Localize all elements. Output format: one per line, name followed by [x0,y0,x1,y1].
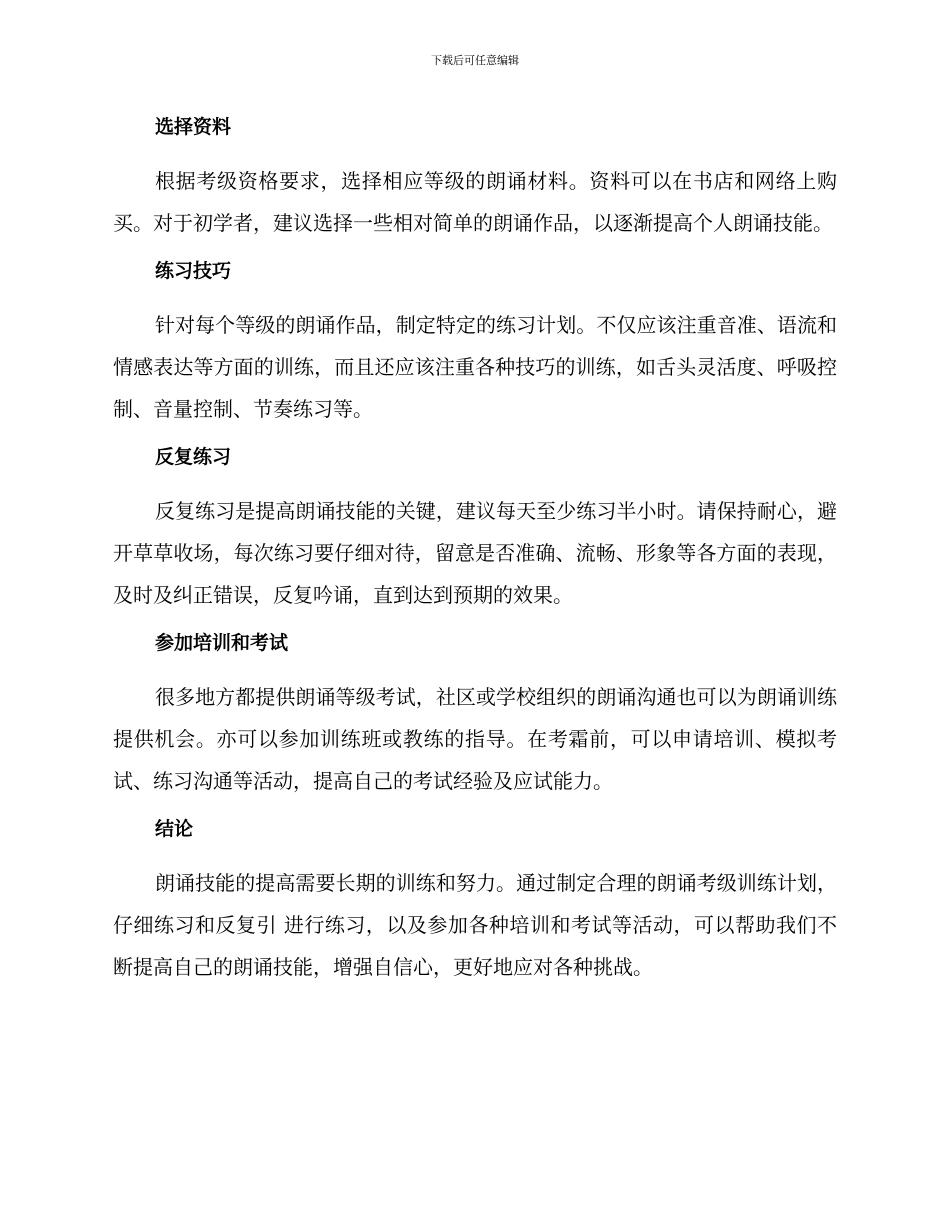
section-select-materials [113,110,837,244]
section-paragraph: 根据考级资格要求，选择相应等级的朗诵材料。资料可以在书店和网络上购买。对于初学者，建议选择一些相对简单的朗诵作品，以逐渐提高个人朗诵技能。 [113,169,837,235]
section-conclusion [113,812,837,988]
section-heading: 练习技巧 [155,260,232,282]
section-heading: 参加培训和考试 [155,632,289,654]
section-heading: 反复练习 [155,446,232,468]
section-paragraph: 很多地方都提供朗诵等级考试，社区或学校组织的朗诵沟通也可以为朗诵训练提供机会。亦可以参加训练班或教练的指导。在考霜前，可以申请培训、模拟考试、练习沟通等活动，提高自己的考试经验及应试能力。 [113,685,837,793]
section-heading: 选择资料 [155,116,232,138]
section-heading: 结论 [155,818,194,840]
document-body [113,110,837,998]
section-repeated-practice [113,440,837,616]
section-practice-techniques [113,254,837,430]
page-header: 下载后可任意编辑 [431,54,519,67]
section-paragraph: 朗诵技能的提高需要长期的训练和努力。通过制定合理的朗诵考级训练计划，仔细练习和反复引 进行练习，以及参加各种培训和考试等活动，可以帮助我们不断提高自己的朗诵技能，增强自信心，更好地应对各种挑战。 [113,871,837,979]
section-paragraph: 针对每个等级的朗诵作品，制定特定的练习计划。不仅应该注重音准、语流和情感表达等方面的训练，而且还应该注重各种技巧的训练，如舌头灵活度、呼吸控制、音量控制、节奏练习等。 [113,313,837,421]
section-paragraph: 反复练习是提高朗诵技能的关键，建议每天至少练习半小时。请保持耐心，避开草草收场，每次练习要仔细对待，留意是否准确、流畅、形象等各方面的表现，及时及纠正错误，反复吟诵，直到达到预期的效果。 [113,499,837,607]
section-training-and-exams [113,626,837,802]
